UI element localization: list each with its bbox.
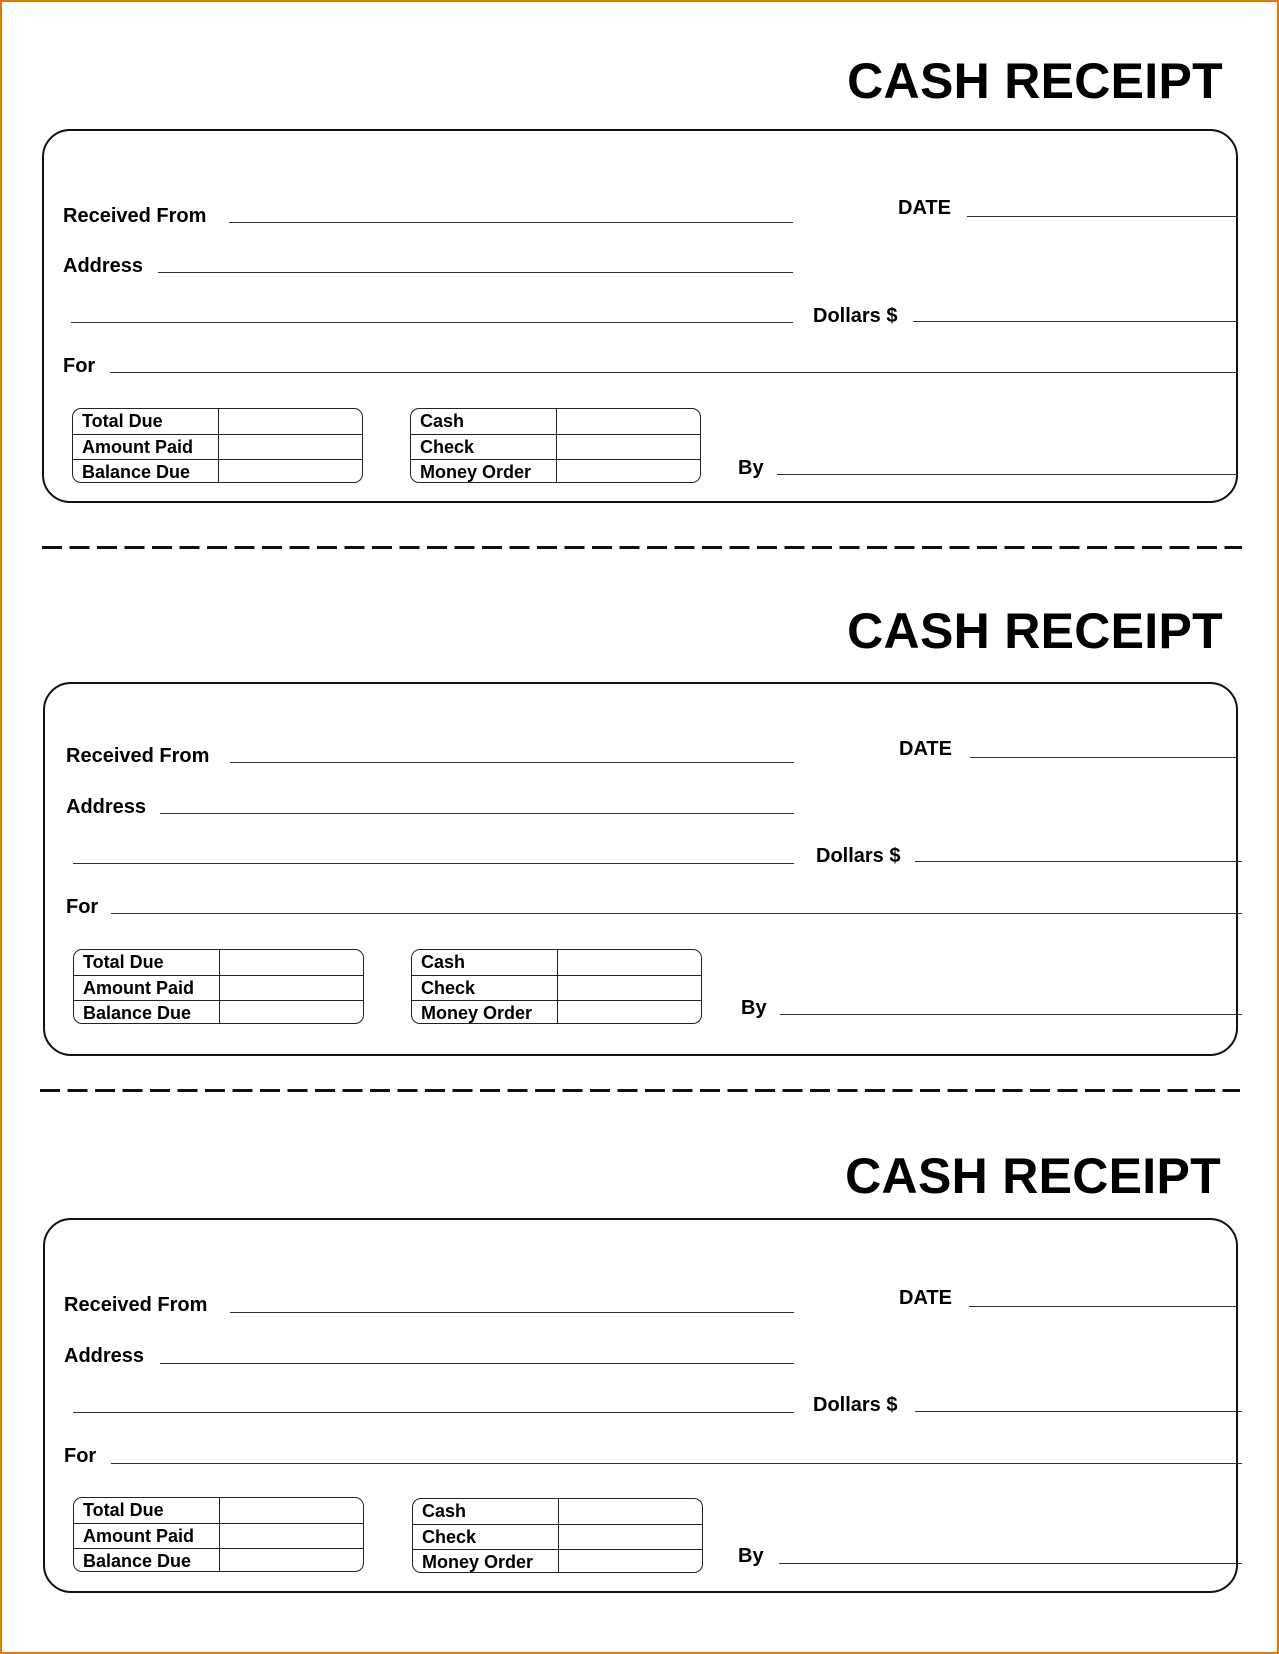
for-field[interactable] [110,372,1238,373]
amount-paid-row [74,975,363,1000]
dollars-label: Dollars $ [813,305,898,327]
receipt-title: CASH RECEIPT [847,53,1223,109]
for-field[interactable] [111,913,1242,914]
dollars-field[interactable] [915,1411,1242,1412]
check-input[interactable] [556,435,700,459]
balance-due-label: Balance Due [82,462,191,482]
date-field[interactable] [969,1306,1238,1307]
check-row [412,975,701,1000]
by-field[interactable] [779,1563,1242,1564]
money-order-input[interactable] [556,460,700,483]
money-order-row [411,459,700,483]
cash-input[interactable] [557,950,701,975]
address-field[interactable] [158,272,793,273]
dollars-field[interactable] [913,321,1238,322]
amount-paid-row [73,434,362,459]
money-order-label: Money Order [420,462,532,482]
for-label: For [64,1445,97,1467]
money-order-label: Money Order [422,1552,534,1572]
cash-input[interactable] [556,409,700,434]
by-label: By [741,997,767,1019]
balance-due-row [74,1000,363,1024]
amount-paid-input[interactable] [219,976,363,1000]
cash-row [413,1499,702,1524]
address-label: Address [64,1345,145,1367]
by-field[interactable] [780,1014,1242,1015]
received-from-label: Received From [63,205,207,227]
balance-due-row [73,459,362,483]
total-due-label: Total Due [82,411,163,431]
amount-paid-label: Amount Paid [83,978,194,998]
cash-row [412,950,701,975]
received-from-field[interactable] [230,1312,794,1313]
check-input[interactable] [558,1525,702,1549]
money-order-row [413,1549,702,1573]
dollars-label: Dollars $ [813,1394,898,1416]
check-row [411,434,700,459]
by-label: By [738,457,764,479]
check-label: Check [421,978,476,998]
total-due-row [74,950,363,975]
by-field[interactable] [777,474,1238,475]
cut-line-1 [42,546,1242,549]
for-label: For [66,896,99,918]
dollars-label: Dollars $ [816,845,901,867]
payment-method-table [410,408,701,483]
total-due-label: Total Due [83,1500,164,1520]
dollars-field[interactable] [915,861,1242,862]
total-due-row [74,1498,363,1523]
check-row [413,1524,702,1549]
money-order-input[interactable] [558,1550,702,1573]
receipt-title: CASH RECEIPT [845,1148,1221,1204]
check-label: Check [420,437,475,457]
amount-paid-label: Amount Paid [82,437,193,457]
address-field[interactable] [160,1363,794,1364]
for-label: For [63,355,96,377]
amount-paid-input[interactable] [219,1524,363,1548]
total-due-label: Total Due [83,952,164,972]
balance-due-input[interactable] [218,460,362,483]
balance-due-input[interactable] [219,1001,363,1024]
date-label: DATE [899,738,952,760]
amount-paid-label: Amount Paid [83,1526,194,1546]
check-input[interactable] [557,976,701,1000]
cut-line-2 [40,1089,1240,1092]
totals-table [73,949,364,1024]
total-due-input[interactable] [219,950,363,975]
cash-row [411,409,700,434]
address-field-line-2[interactable] [73,863,794,864]
for-field[interactable] [111,1463,1242,1464]
date-field[interactable] [970,757,1238,758]
received-from-field[interactable] [229,222,793,223]
balance-due-input[interactable] [219,1549,363,1572]
money-order-row [412,1000,701,1024]
payment-method-table [411,949,702,1024]
address-field-line-2[interactable] [71,322,793,323]
received-from-field[interactable] [230,762,794,763]
date-label: DATE [899,1287,952,1309]
amount-paid-input[interactable] [218,435,362,459]
total-due-row [73,409,362,434]
by-label: By [738,1545,764,1567]
cash-input[interactable] [558,1499,702,1524]
total-due-input[interactable] [218,409,362,434]
cash-label: Cash [422,1501,467,1521]
totals-table [73,1497,364,1572]
date-field[interactable] [967,216,1238,217]
balance-due-row [74,1548,363,1572]
balance-due-label: Balance Due [83,1003,192,1023]
totals-table [72,408,363,483]
address-label: Address [63,255,144,277]
cash-label: Cash [421,952,466,972]
received-from-label: Received From [66,745,210,767]
cash-label: Cash [420,411,465,431]
date-label: DATE [898,197,951,219]
amount-paid-row [74,1523,363,1548]
received-from-label: Received From [64,1294,208,1316]
balance-due-label: Balance Due [83,1551,192,1571]
payment-method-table [412,1498,703,1573]
total-due-input[interactable] [219,1498,363,1523]
money-order-input[interactable] [557,1001,701,1024]
address-field-line-2[interactable] [73,1412,794,1413]
address-label: Address [66,796,147,818]
receipt-title: CASH RECEIPT [847,603,1223,659]
check-label: Check [422,1527,477,1547]
money-order-label: Money Order [421,1003,533,1023]
address-field[interactable] [160,813,794,814]
